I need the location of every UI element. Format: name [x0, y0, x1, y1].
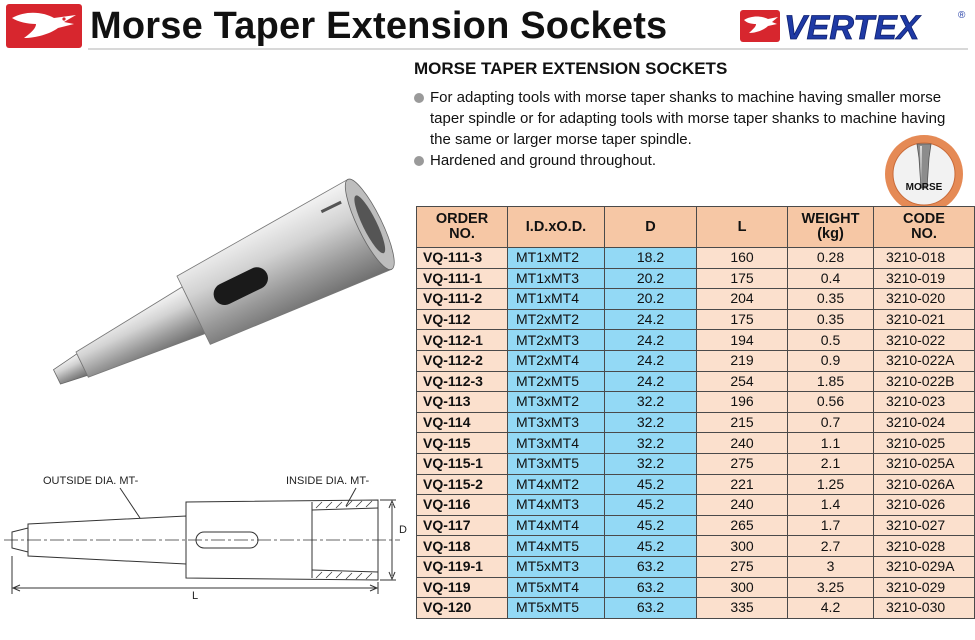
col-header-weight: WEIGHT (kg): [788, 207, 874, 248]
order-no-cell: VQ-112-3: [417, 371, 508, 392]
order-no-cell: VQ-113: [417, 392, 508, 413]
col-header-l: L: [697, 207, 788, 248]
morse-badge-icon: [884, 134, 964, 214]
code-no-cell: 3210-027: [874, 515, 975, 536]
order-no-cell: VQ-119-1: [417, 556, 508, 577]
l-cell: 240: [697, 433, 788, 454]
code-no-cell: 3210-028: [874, 536, 975, 557]
d-cell: 45.2: [605, 515, 697, 536]
code-no-cell: 3210-025: [874, 433, 975, 454]
d-cell: 32.2: [605, 453, 697, 474]
bullet-item: For adapting tools with morse taper shanks to machine having smaller morse taper spindle or for adapting tools with morse taper shanks to machine having the same or larger morse taper spindle.: [414, 87, 954, 150]
id-od-cell: MT5xMT5: [508, 598, 605, 619]
table-row: [417, 330, 975, 351]
order-no-cell: VQ-112-1: [417, 330, 508, 351]
badge-label: MORSE: [905, 182, 943, 193]
spec-table: [416, 206, 975, 619]
l-cell: 275: [697, 453, 788, 474]
table-row: [417, 371, 975, 392]
l-cell: 300: [697, 536, 788, 557]
d-cell: 24.2: [605, 309, 697, 330]
order-no-cell: VQ-111-3: [417, 248, 508, 269]
l-cell: 275: [697, 556, 788, 577]
d-cell: 32.2: [605, 412, 697, 433]
id-od-cell: MT3xMT5: [508, 453, 605, 474]
eagle-logo-icon: [6, 4, 82, 48]
code-no-cell: 3210-022B: [874, 371, 975, 392]
outside-dia-label: OUTSIDE DIA. MT-: [43, 475, 139, 487]
l-cell: 175: [697, 309, 788, 330]
code-no-cell: 3210-030: [874, 598, 975, 619]
id-od-cell: MT3xMT2: [508, 392, 605, 413]
weight-cell: 3.25: [788, 577, 874, 598]
code-no-cell: 3210-021: [874, 309, 975, 330]
weight-cell: 4.2: [788, 598, 874, 619]
code-no-cell: 3210-026: [874, 495, 975, 516]
weight-cell: 2.1: [788, 453, 874, 474]
id-od-cell: MT1xMT4: [508, 289, 605, 310]
code-no-cell: 3210-024: [874, 412, 975, 433]
registered-mark: ®: [958, 10, 966, 21]
code-no-cell: 3210-022: [874, 330, 975, 351]
table-row: [417, 248, 975, 269]
l-cell: 219: [697, 350, 788, 371]
d-cell: 18.2: [605, 248, 697, 269]
d-cell: 45.2: [605, 474, 697, 495]
table-row: [417, 289, 975, 310]
id-od-cell: MT4xMT5: [508, 536, 605, 557]
weight-cell: 0.5: [788, 330, 874, 351]
order-no-cell: VQ-115-1: [417, 453, 508, 474]
brand-wordmark: VERTEX: [784, 9, 920, 46]
bullet-item: Hardened and ground throughout.: [414, 150, 954, 171]
page-title: Morse Taper Extension Sockets: [90, 5, 668, 47]
order-no-cell: VQ-112-2: [417, 350, 508, 371]
d-cell: 24.2: [605, 330, 697, 351]
section-title: MORSE TAPER EXTENSION SOCKETS: [414, 59, 728, 78]
id-od-cell: MT2xMT5: [508, 371, 605, 392]
table-row: [417, 268, 975, 289]
order-no-cell: VQ-112: [417, 309, 508, 330]
l-cell: 335: [697, 598, 788, 619]
order-no-cell: VQ-115: [417, 433, 508, 454]
id-od-cell: MT2xMT2: [508, 309, 605, 330]
table-header-row: [417, 207, 975, 248]
code-no-cell: 3210-029: [874, 577, 975, 598]
weight-cell: 1.4: [788, 495, 874, 516]
col-header-code: CODE NO.: [874, 207, 975, 248]
weight-cell: 3: [788, 556, 874, 577]
weight-cell: 1.25: [788, 474, 874, 495]
weight-cell: 0.9: [788, 350, 874, 371]
code-no-cell: 3210-029A: [874, 556, 975, 577]
d-cell: 63.2: [605, 556, 697, 577]
code-no-cell: 3210-022A: [874, 350, 975, 371]
d-cell: 45.2: [605, 536, 697, 557]
l-cell: 194: [697, 330, 788, 351]
code-no-cell: 3210-025A: [874, 453, 975, 474]
id-od-cell: MT1xMT2: [508, 248, 605, 269]
table-row: [417, 453, 975, 474]
code-no-cell: 3210-026A: [874, 474, 975, 495]
table-row: [417, 577, 975, 598]
order-no-cell: VQ-119: [417, 577, 508, 598]
table-row: [417, 474, 975, 495]
bullet-dot-icon: [414, 93, 424, 103]
order-no-cell: VQ-111-1: [417, 268, 508, 289]
l-cell: 265: [697, 515, 788, 536]
weight-cell: 1.7: [788, 515, 874, 536]
l-cell: 215: [697, 412, 788, 433]
order-no-cell: VQ-111-2: [417, 289, 508, 310]
d-cell: 24.2: [605, 371, 697, 392]
order-no-cell: VQ-118: [417, 536, 508, 557]
d-cell: 24.2: [605, 350, 697, 371]
extension-socket-photo: [10, 150, 410, 410]
id-od-cell: MT4xMT3: [508, 495, 605, 516]
table-row: [417, 515, 975, 536]
table-row: [417, 309, 975, 330]
code-no-cell: 3210-019: [874, 268, 975, 289]
header-divider: [88, 48, 968, 50]
dimension-d-label: D: [399, 524, 407, 536]
d-cell: 32.2: [605, 392, 697, 413]
weight-cell: 0.35: [788, 289, 874, 310]
weight-cell: 2.7: [788, 536, 874, 557]
d-cell: 45.2: [605, 495, 697, 516]
table-row: [417, 433, 975, 454]
col-header-id-od: I.D.xO.D.: [508, 207, 605, 248]
id-od-cell: MT5xMT3: [508, 556, 605, 577]
weight-cell: 1.1: [788, 433, 874, 454]
id-od-cell: MT3xMT3: [508, 412, 605, 433]
order-no-cell: VQ-114: [417, 412, 508, 433]
table-row: [417, 350, 975, 371]
code-no-cell: 3210-020: [874, 289, 975, 310]
d-cell: 32.2: [605, 433, 697, 454]
l-cell: 300: [697, 577, 788, 598]
table-row: [417, 412, 975, 433]
table-row: [417, 536, 975, 557]
d-cell: 63.2: [605, 598, 697, 619]
table-row: [417, 556, 975, 577]
l-cell: 254: [697, 371, 788, 392]
code-no-cell: 3210-023: [874, 392, 975, 413]
table-row: [417, 495, 975, 516]
vertex-brand-logo: [740, 6, 968, 46]
table-body: [417, 248, 975, 619]
id-od-cell: MT2xMT3: [508, 330, 605, 351]
l-cell: 175: [697, 268, 788, 289]
order-no-cell: VQ-115-2: [417, 474, 508, 495]
weight-cell: 0.56: [788, 392, 874, 413]
order-no-cell: VQ-120: [417, 598, 508, 619]
l-cell: 240: [697, 495, 788, 516]
d-cell: 20.2: [605, 289, 697, 310]
l-cell: 196: [697, 392, 788, 413]
weight-cell: 0.28: [788, 248, 874, 269]
col-header-order: ORDER NO.: [417, 207, 508, 248]
code-no-cell: 3210-018: [874, 248, 975, 269]
l-cell: 160: [697, 248, 788, 269]
l-cell: 221: [697, 474, 788, 495]
weight-cell: 0.35: [788, 309, 874, 330]
order-no-cell: VQ-116: [417, 495, 508, 516]
weight-cell: 0.4: [788, 268, 874, 289]
id-od-cell: MT3xMT4: [508, 433, 605, 454]
l-cell: 204: [697, 289, 788, 310]
table-row: [417, 598, 975, 619]
weight-cell: 1.85: [788, 371, 874, 392]
bullet-dot-icon: [414, 156, 424, 166]
id-od-cell: MT2xMT4: [508, 350, 605, 371]
id-od-cell: MT4xMT2: [508, 474, 605, 495]
dimension-l-label: L: [192, 590, 199, 602]
order-no-cell: VQ-117: [417, 515, 508, 536]
id-od-cell: MT1xMT3: [508, 268, 605, 289]
d-cell: 63.2: [605, 577, 697, 598]
inside-dia-label: INSIDE DIA. MT-: [286, 475, 370, 487]
d-cell: 20.2: [605, 268, 697, 289]
weight-cell: 0.7: [788, 412, 874, 433]
table-row: [417, 392, 975, 413]
id-od-cell: MT4xMT4: [508, 515, 605, 536]
id-od-cell: MT5xMT4: [508, 577, 605, 598]
col-header-d: D: [605, 207, 697, 248]
